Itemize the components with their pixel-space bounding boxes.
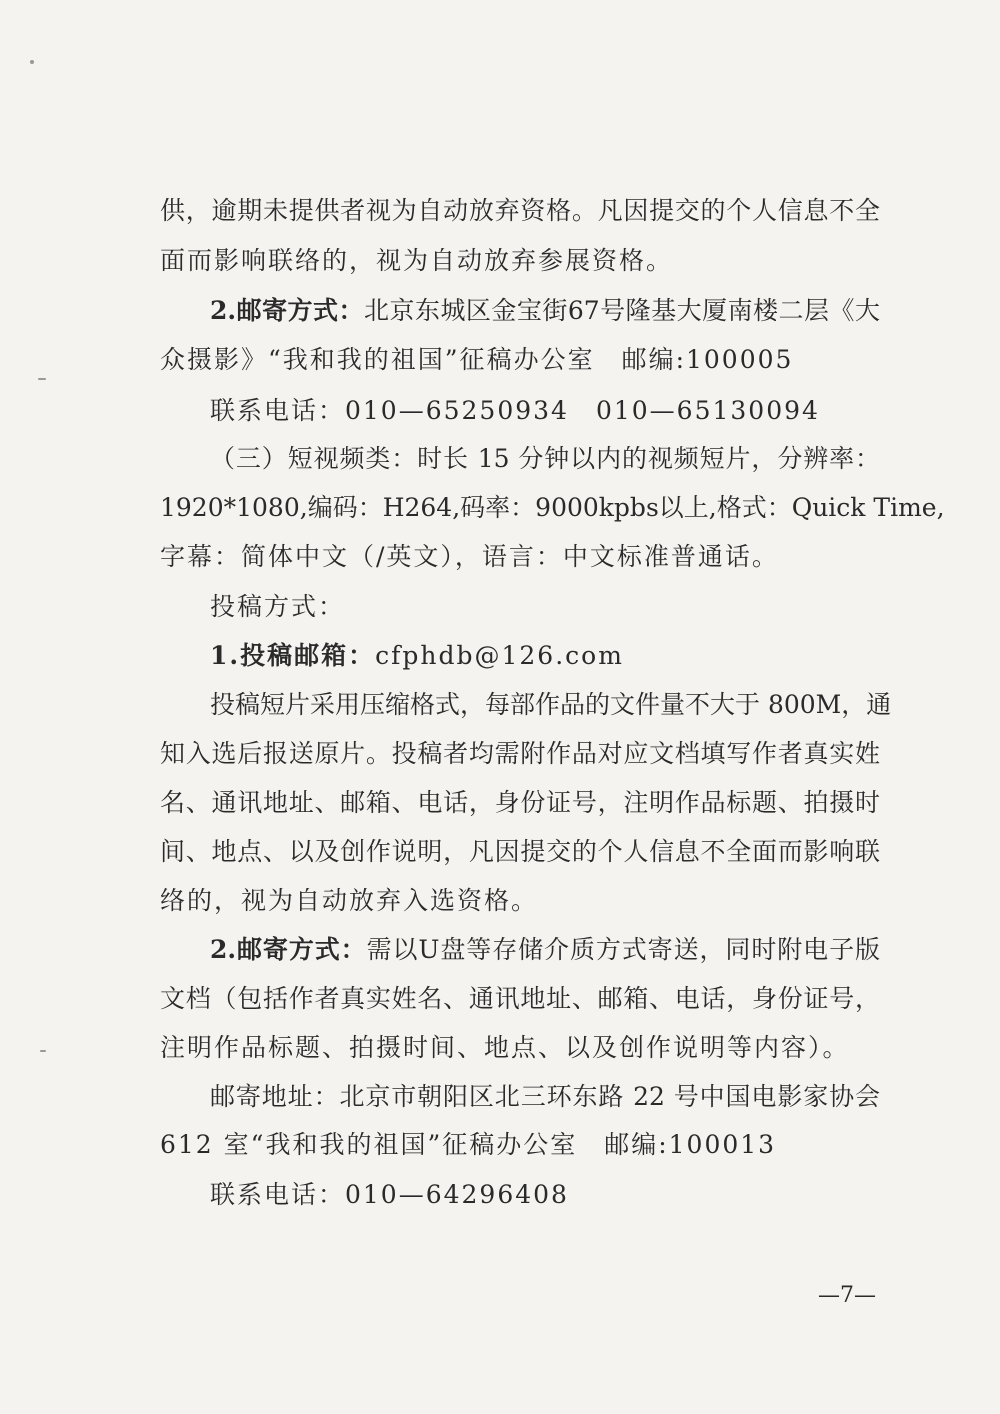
paragraph-line: 文档（包括作者真实姓名、通讯地址、邮箱、电话，身份证号， — [160, 984, 880, 1013]
scan-speck — [40, 1050, 46, 1052]
submission-email-line — [210, 641, 880, 671]
mailing-address-line: 邮寄地址：北京市朝阳区北三环东路 22 号中国电影家协会 — [210, 1082, 880, 1111]
paragraph-line: 络的，视为自动放弃入选资格。 — [160, 886, 539, 915]
mail-method-2-label: 2.邮寄方式： — [210, 935, 367, 964]
contact-phone-2: 联系电话：010—64296408 — [210, 1180, 569, 1209]
page-number: —7— — [818, 1283, 876, 1308]
mail-method-1-text: 北京东城区金宝街67号隆基大厦南楼二层《大 — [364, 296, 880, 325]
paragraph-line: 知入选后报送原片。投稿者均需附作品对应文档填写作者真实姓 — [160, 739, 880, 768]
paragraph-line: 供，逾期未提供者视为自动放弃资格。凡因提交的个人信息不全 — [160, 196, 880, 225]
paragraph-line: 面而影响联络的，视为自动放弃参展资格。 — [160, 246, 674, 275]
scan-speck — [38, 378, 46, 380]
mail-method-2-line — [210, 935, 880, 965]
email-label: 1.投稿邮箱： — [210, 641, 376, 670]
paragraph-line: 字幕：简体中文（/英文），语言：中文标准普通话。 — [160, 542, 779, 571]
submission-method-heading: 投稿方式： — [210, 592, 346, 621]
contact-phone-1: 联系电话：010—65250934 010—65130094 — [210, 396, 820, 425]
paragraph-line: 612 室“我和我的祖国”征稿办公室 邮编:100013 — [160, 1130, 777, 1159]
paragraph-line: 间、地点、以及创作说明，凡因提交的个人信息不全面而影响联 — [160, 837, 880, 866]
mail-method-1-label: 2.邮寄方式： — [210, 296, 364, 325]
email-address: cfphdb@126.com — [375, 641, 624, 670]
paragraph-line: 名、通讯地址、邮箱、电话，身份证号，注明作品标题、拍摄时 — [160, 788, 880, 817]
paragraph-line: 众摄影》“我和我的祖国”征稿办公室 邮编:100005 — [160, 345, 794, 374]
paragraph-line: 1920*1080,编码：H264,码率：9000kpbs以上,格式：Quick Time, — [160, 493, 945, 522]
scan-speck — [30, 60, 34, 64]
mail-method-1-line — [210, 296, 880, 326]
paragraph-line: 投稿短片采用压缩格式，每部作品的文件量不大于 800M，通 — [210, 690, 892, 719]
video-category-heading: （三）短视频类：时长 15 分钟以内的视频短片，分辨率： — [210, 444, 880, 473]
mail-method-2-text: 需以U盘等存储介质方式寄送，同时附电子版 — [366, 935, 880, 964]
paragraph-line: 注明作品标题、拍摄时间、地点、以及创作说明等内容）。 — [160, 1033, 850, 1062]
